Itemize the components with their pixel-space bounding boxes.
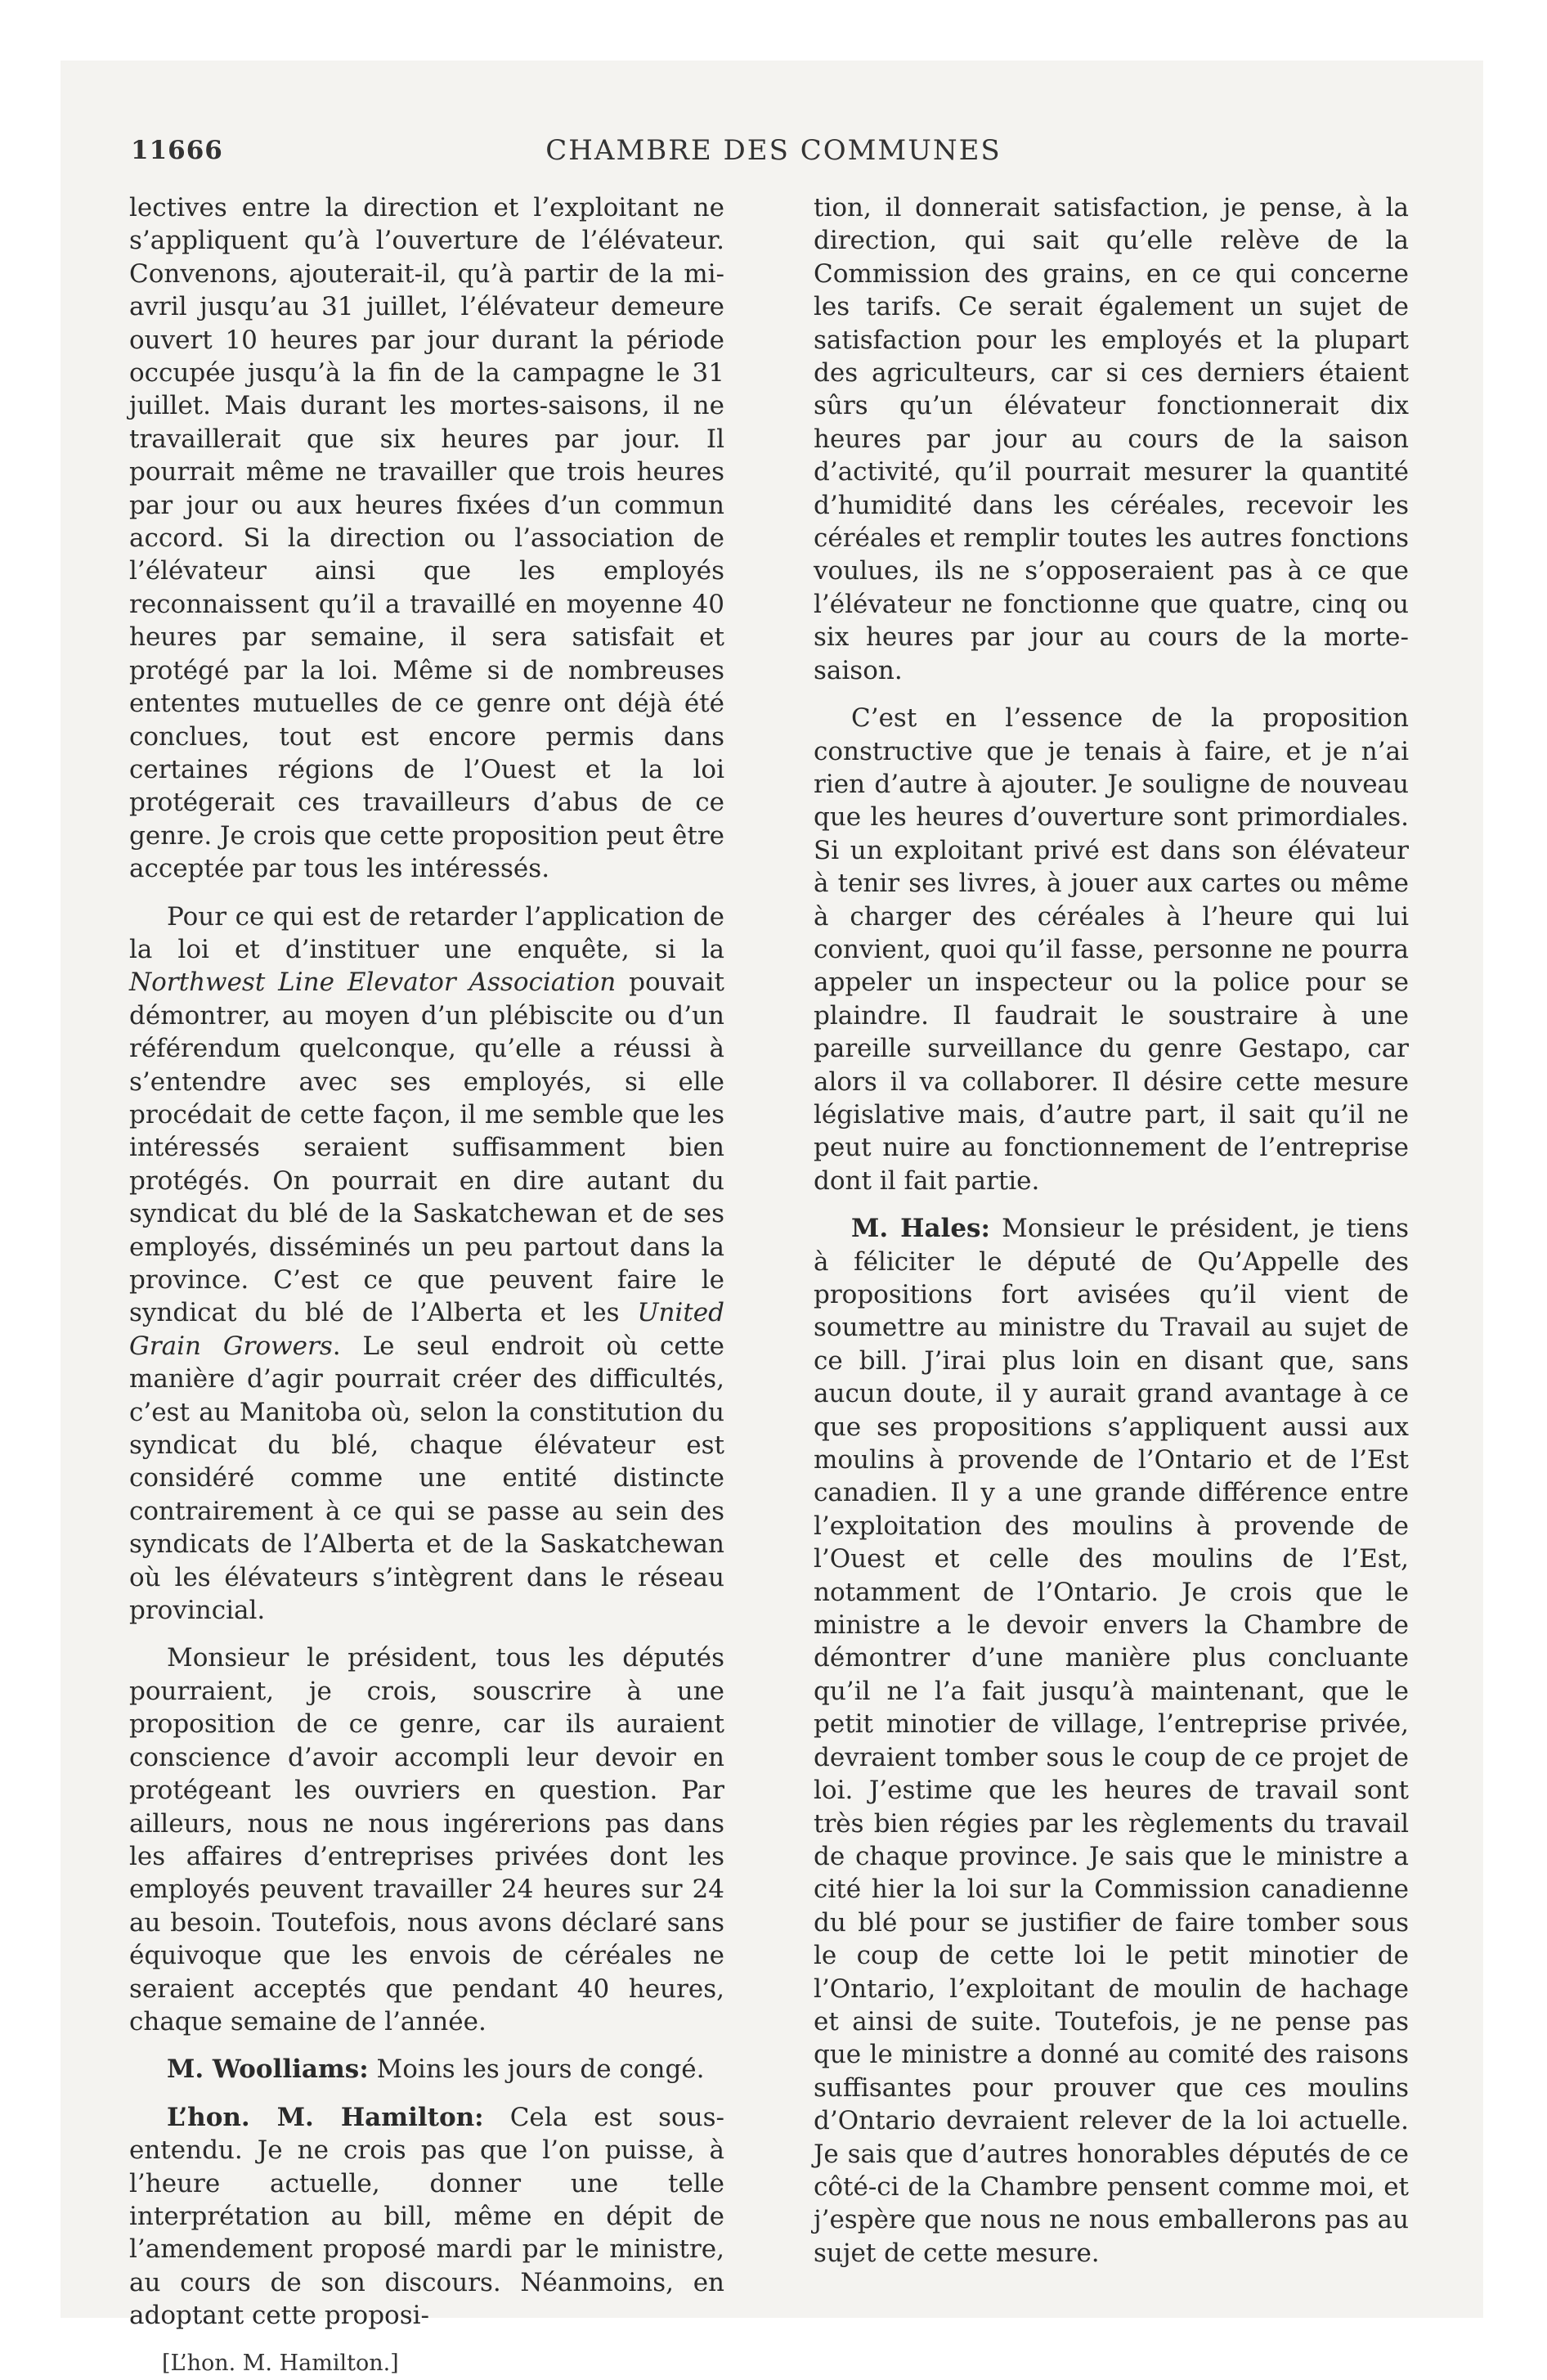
- page-title: CHAMBRE DES COMMUNES: [545, 134, 1002, 167]
- speech: [129, 2053, 724, 2086]
- paragraph: tion, il donnerait satisfaction, je pense, à la direction, qui sait qu’elle relève de la Commission des grains, en ce qui concerne les tarifs. Ce serait également un sujet de satisfaction pour les employés et la plupart des agriculteurs, car si ces derniers étaient sûrs qu’un élévateur fonctionnerait dix heures par jour au cours de la saison d’activité, qu’il pourrait mesurer la quantité d’humidité dans les céréales, recevoir les céréales et remplir toutes les autres fonctions voulues, ils ne s’opposeraient pas à ce que l’élévateur ne fonctionne que quatre, cinq ou six heures par jour au cours de la morte-saison.: [814, 193, 1409, 685]
- speaker-name: L’hon. M. Hamilton:: [167, 2102, 484, 2132]
- speech: [814, 1212, 1409, 2270]
- organization-name: United Grain Growers: [129, 1298, 724, 1361]
- speech-text: Monsieur le président, je tiens à féliciter le député de Qu’Appelle des propositions fort avisées qu’il vient de soumettre au ministre du Travail au sujet de ce bill. J’irai plus loin en disant que, sans aucun doute, il y aurait grand avantage à ce que ses propositions s’appliquent aussi aux moulins à provende de l’Ontario et de l’Est canadien. Il y a une grande différence entre l’exploitation des moulins à provende de l’Ouest et celle des moulins de l’Est, notamment de l’Ontario. Je crois que le ministre a le devoir envers la Chambre de démontrer d’une manière plus concluante qu’il ne l’a fait jusqu’à maintenant, que le petit minotier de village, l’entreprise privée, devraient tomber sous le coup de ce projet de loi. J’estime que les heures de travail sont très bien régies par les règlements du travail de chaque province. Je sais que le ministre a cité hier la loi sur la Commission canadienne du blé pour se justifier de faire tomber sous le coup de cette loi le petit minotier de l’Ontario, l’exploitant de moulin de hachage et ainsi de suite. Toutefois, je ne pense pas que le ministre a donné au comité des raisons suffisantes pour prouver que ces moulins d’Ontario devraient relever de la loi actuelle. Je sais que d’autres honorables députés de ce côté-ci de la Chambre pensent comme moi, et j’espère que nous ne nous emballerons pas au sujet de cette mesure.: [814, 1214, 1410, 2268]
- left-column: [129, 191, 724, 2380]
- paragraph: lectives entre la direction et l’exploitant ne s’appliquent qu’à l’ouverture de l’élévateur. Convenons, ajouterait-il, qu’à partir de la mi-avril jusqu’au 31 juillet, l’élévateur demeure ouvert 10 heures par jour durant la période occupée jusqu’à la fin de la campagne le 31 juillet. Mais durant les mortes-saisons, il ne travaillerait que six heures par jour. Il pourrait même ne travailler que trois heures par jour ou aux heures fixées d’un commun accord. Si la direction ou l’association de l’élévateur ainsi que les employés reconnaissent qu’il a travaillé en moyenne 40 heures par semaine, il sera satisfait et protégé par la loi. Même si de nombreuses ententes mutuelles de ce genre ont déjà été conclues, tout est encore permis dans certaines régions de l’Ouest et la loi protégerait ces travailleurs d’abus de ce genre. Je crois que cette proposition peut être acceptée par tous les intéressés.: [129, 193, 724, 884]
- speaker-name: M. Woolliams:: [167, 2054, 369, 2085]
- speaker-name: M. Hales:: [851, 1214, 990, 1244]
- right-column: [814, 191, 1409, 2284]
- speaker-reference: [L’hon. M. Hamilton.]: [162, 2350, 399, 2376]
- paragraph: C’est en l’essence de la proposition constructive que je tenais à faire, et je n’ai rien d’autre à ajouter. Je souligne de nouveau que les heures d’ouverture sont primordiales. Si un exploitant privé est dans son élévateur à tenir ses livres, à jouer aux cartes ou même à charger des céréales à l’heure qui lui convient, quoi qu’il fasse, personne ne pourra appeler un inspecteur ou la police pour se plaindre. Il faudrait le soustraire à une pareille surveillance du genre Gestapo, car alors il va collaborer. Il désire cette mesure législative mais, d’autre part, il sait qu’il ne peut nuire au fonctionnement de l’entreprise dont il fait partie.: [814, 703, 1409, 1196]
- paragraph: Monsieur le président, tous les députés pourraient, je crois, souscrire à une proposition de ce genre, car ils auraient conscience d’avoir accompli leur devoir en protégeant les ouvriers en question. Par ailleurs, nous ne nous ingérerions pas dans les affaires d’entreprises privées dont les employés peuvent travailler 24 heures sur 24 au besoin. Toutefois, nous avons déclaré sans équivoque que les envois de céréales ne seraient acceptés que pendant 40 heures, chaque semaine de l’année.: [129, 1643, 724, 2036]
- paragraph-text: pouvait démontrer, au moyen d’un plébiscite ou d’un référendum quelconque, qu’elle a réussi à s’entendre avec ses employés, si elle procédait de cette façon, il me semble que les intéressés seraient suffisamment bien protégés. On pourrait en dire autant du syndicat du blé de la Saskatchewan et de ses employés, disséminés un peu partout dans la province. C’est ce que peuvent faire le syndicat du blé de l’Alberta et les: [129, 968, 724, 1328]
- association-name: Northwest Line Elevator Association: [129, 968, 617, 998]
- speech-text: Cela est sous-entendu. Je ne crois pas que l’on puisse, à l’heure actuelle, donner une telle interprétation au bill, même en dépit de l’amendement proposé mardi par le ministre, au cours de son discours. Néanmoins, en adoptant cette proposi-: [129, 2102, 725, 2331]
- page-number: 11666: [131, 136, 223, 165]
- paragraph: [129, 900, 724, 1628]
- speech-text: Moins les jours de congé.: [368, 2054, 705, 2085]
- speech: [129, 2101, 724, 2333]
- paragraph-text: . Le seul endroit où cette manière d’agir pourrait créer des difficultés, c’est au Manitoba où, selon la constitution du syndicat du blé, chaque élévateur est considéré comme une entité distincte contrairement à ce qui se passe au sein des syndicats de l’Alberta et de la Saskatchewan où les élévateurs s’intègrent dans le réseau provincial.: [129, 1331, 725, 1626]
- paragraph-text: Pour ce qui est de retarder l’application de la loi et d’instituer une enquête, si la: [129, 901, 724, 964]
